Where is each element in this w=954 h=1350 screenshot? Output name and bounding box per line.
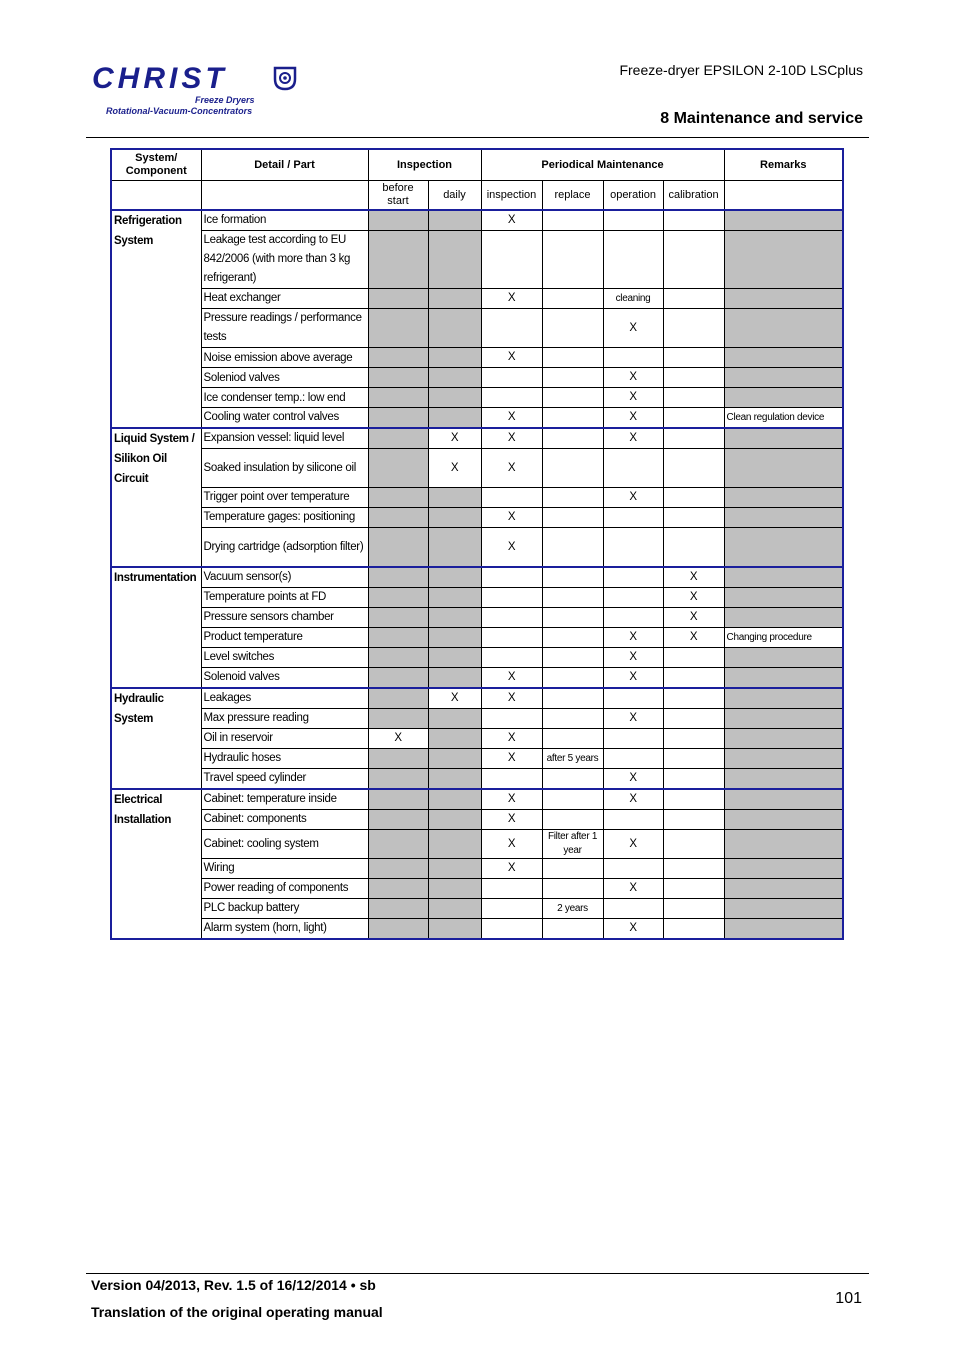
table-row	[111, 769, 843, 790]
table-row	[111, 309, 843, 348]
operation-cell: X	[603, 709, 663, 729]
operation-cell: X	[603, 830, 663, 859]
inspection-cell: X	[481, 528, 542, 568]
table-row	[111, 709, 843, 729]
part-cell: Product temperature	[201, 628, 368, 648]
table-row	[111, 210, 843, 231]
part-cell: Soleniod valves	[201, 368, 368, 388]
inspection-cell: X	[481, 729, 542, 749]
part-cell: Oil in reservoir	[201, 729, 368, 749]
part-cell: PLC backup battery	[201, 899, 368, 919]
operation-cell: X	[603, 428, 663, 449]
replace-cell: after 5 years	[542, 749, 603, 769]
christ-logo	[92, 62, 312, 122]
operation-cell: X	[603, 408, 663, 429]
part-cell: Ice formation	[201, 210, 368, 231]
col-remarks: Remarks	[724, 149, 843, 181]
sub-inspection: inspection	[481, 181, 542, 211]
table-row	[111, 528, 843, 568]
part-cell: Trigger point over temperature	[201, 488, 368, 508]
part-cell: Level switches	[201, 648, 368, 668]
inspection-cell: X	[481, 428, 542, 449]
inspection-cell: X	[481, 210, 542, 231]
inspection-cell: X	[481, 668, 542, 689]
operation-cell: X	[603, 879, 663, 899]
table-row	[111, 567, 843, 588]
part-cell: Expansion vessel: liquid level	[201, 428, 368, 449]
header-row	[111, 149, 843, 181]
table-row	[111, 289, 843, 309]
inspection-cell: X	[481, 688, 542, 709]
operation-cell: X	[603, 919, 663, 940]
sub-daily: daily	[428, 181, 481, 211]
translation-line: Translation of the original operating manual	[91, 1304, 383, 1320]
sub-calibration: calibration	[663, 181, 724, 211]
operation-cell: X	[603, 628, 663, 648]
table-row	[111, 231, 843, 289]
maintenance-table	[110, 148, 844, 940]
part-cell: Cabinet: components	[201, 810, 368, 830]
part-cell: Hydraulic hoses	[201, 749, 368, 769]
operation-cell: X	[603, 789, 663, 810]
part-cell: Soaked insulation by silicone oil	[201, 449, 368, 488]
replace-cell: Filter after 1 year	[542, 830, 603, 859]
part-cell: Leakages	[201, 688, 368, 709]
table-row	[111, 688, 843, 709]
remarks-cell: Clean regulation device	[724, 408, 843, 429]
part-cell: Ice condenser temp.: low end	[201, 388, 368, 408]
table-row	[111, 588, 843, 608]
part-cell: Max pressure reading	[201, 709, 368, 729]
sub-before-start: before start	[368, 181, 428, 211]
operation-cell: X	[603, 668, 663, 689]
table-row	[111, 408, 843, 429]
remarks-cell: Changing procedure	[724, 628, 843, 648]
footer-divider	[86, 1273, 869, 1274]
part-cell: Pressure sensors chamber	[201, 608, 368, 628]
replace-cell: 2 years	[542, 899, 603, 919]
col-detail: Detail / Part	[201, 149, 368, 181]
table-row	[111, 449, 843, 488]
product-title: Freeze-dryer EPSILON 2-10D LSCplus	[619, 62, 863, 78]
table-row	[111, 859, 843, 879]
part-cell: Vacuum sensor(s)	[201, 567, 368, 588]
page-number: 101	[835, 1290, 862, 1307]
subheader-row	[111, 181, 843, 211]
operation-cell: X	[603, 648, 663, 668]
part-cell: Cabinet: cooling system	[201, 830, 368, 859]
group-hydraulic: Hydraulic System	[111, 688, 201, 789]
part-cell: Leakage test according to EU 842/2006 (with more than 3 kg refrigerant)	[201, 231, 368, 289]
logo-subtitle-freeze: Freeze Dryers	[195, 95, 255, 105]
part-cell: Solenoid valves	[201, 668, 368, 689]
part-cell: Cooling water control valves	[201, 408, 368, 429]
operation-cell: X	[603, 769, 663, 790]
inspection-cell: X	[481, 408, 542, 429]
group-instrumentation: Instrumentation	[111, 567, 201, 688]
inspection-cell: X	[481, 789, 542, 810]
header-divider	[86, 137, 869, 138]
chapter-title: 8 Maintenance and service	[660, 110, 863, 127]
part-cell: Travel speed cylinder	[201, 769, 368, 790]
calibration-cell: X	[663, 608, 724, 628]
logo-subtitle-rvc: Rotational-Vacuum-Concentrators	[106, 106, 253, 116]
part-cell: Wiring	[201, 859, 368, 879]
inspection-cell: X	[481, 830, 542, 859]
sub-replace: replace	[542, 181, 603, 211]
part-cell: Drying cartridge (adsorption filter)	[201, 528, 368, 568]
maintenance-table-wrap	[110, 148, 844, 940]
calibration-cell: X	[663, 567, 724, 588]
table-row	[111, 830, 843, 859]
inspection-cell: X	[481, 810, 542, 830]
calibration-cell: X	[663, 628, 724, 648]
part-cell: Power reading of components	[201, 879, 368, 899]
table-row	[111, 368, 843, 388]
table-row	[111, 508, 843, 528]
table-row	[111, 488, 843, 508]
group-electrical: Electrical Installation	[111, 789, 201, 939]
operation-cell: X	[603, 488, 663, 508]
inspection-cell: X	[481, 508, 542, 528]
operation-cell: X	[603, 309, 663, 348]
operation-cell: X	[603, 388, 663, 408]
logo-spiral-icon	[272, 65, 298, 91]
table-row	[111, 810, 843, 830]
part-cell: Cabinet: temperature inside	[201, 789, 368, 810]
part-cell: Noise emission above average	[201, 348, 368, 368]
version-line: Version 04/2013, Rev. 1.5 of 16/12/2014 • sb	[91, 1277, 376, 1293]
part-cell: Alarm system (horn, light)	[201, 919, 368, 940]
table-row	[111, 919, 843, 940]
daily-cell: X	[428, 449, 481, 488]
table-row	[111, 608, 843, 628]
table-row	[111, 879, 843, 899]
inspection-cell: X	[481, 749, 542, 769]
col-periodical: Periodical Maintenance	[481, 149, 724, 181]
daily-cell: X	[428, 428, 481, 449]
before-start-cell: X	[368, 729, 428, 749]
sub-operation: operation	[603, 181, 663, 211]
part-cell: Temperature points at FD	[201, 588, 368, 608]
group-liquid: Liquid System / Silikon Oil Circuit	[111, 428, 201, 567]
part-cell: Heat exchanger	[201, 289, 368, 309]
inspection-cell: X	[481, 449, 542, 488]
table-row	[111, 628, 843, 648]
daily-cell: X	[428, 688, 481, 709]
table-row	[111, 729, 843, 749]
table-row	[111, 388, 843, 408]
table-row	[111, 668, 843, 689]
table-row	[111, 789, 843, 810]
col-system: System/ Component	[111, 149, 201, 181]
inspection-cell: X	[481, 348, 542, 368]
inspection-cell: X	[481, 859, 542, 879]
col-inspection: Inspection	[368, 149, 481, 181]
inspection-cell: X	[481, 289, 542, 309]
table-row	[111, 348, 843, 368]
part-cell: Pressure readings / performance tests	[201, 309, 368, 348]
calibration-cell: X	[663, 588, 724, 608]
table-row	[111, 749, 843, 769]
operation-cell: X	[603, 368, 663, 388]
group-refrigeration: Refrigeration System	[111, 210, 201, 428]
table-row	[111, 648, 843, 668]
table-row	[111, 428, 843, 449]
logo-wordmark: CHRIST	[92, 62, 228, 95]
operation-cell: cleaning	[603, 289, 663, 309]
part-cell: Temperature gages: positioning	[201, 508, 368, 528]
table-row	[111, 899, 843, 919]
